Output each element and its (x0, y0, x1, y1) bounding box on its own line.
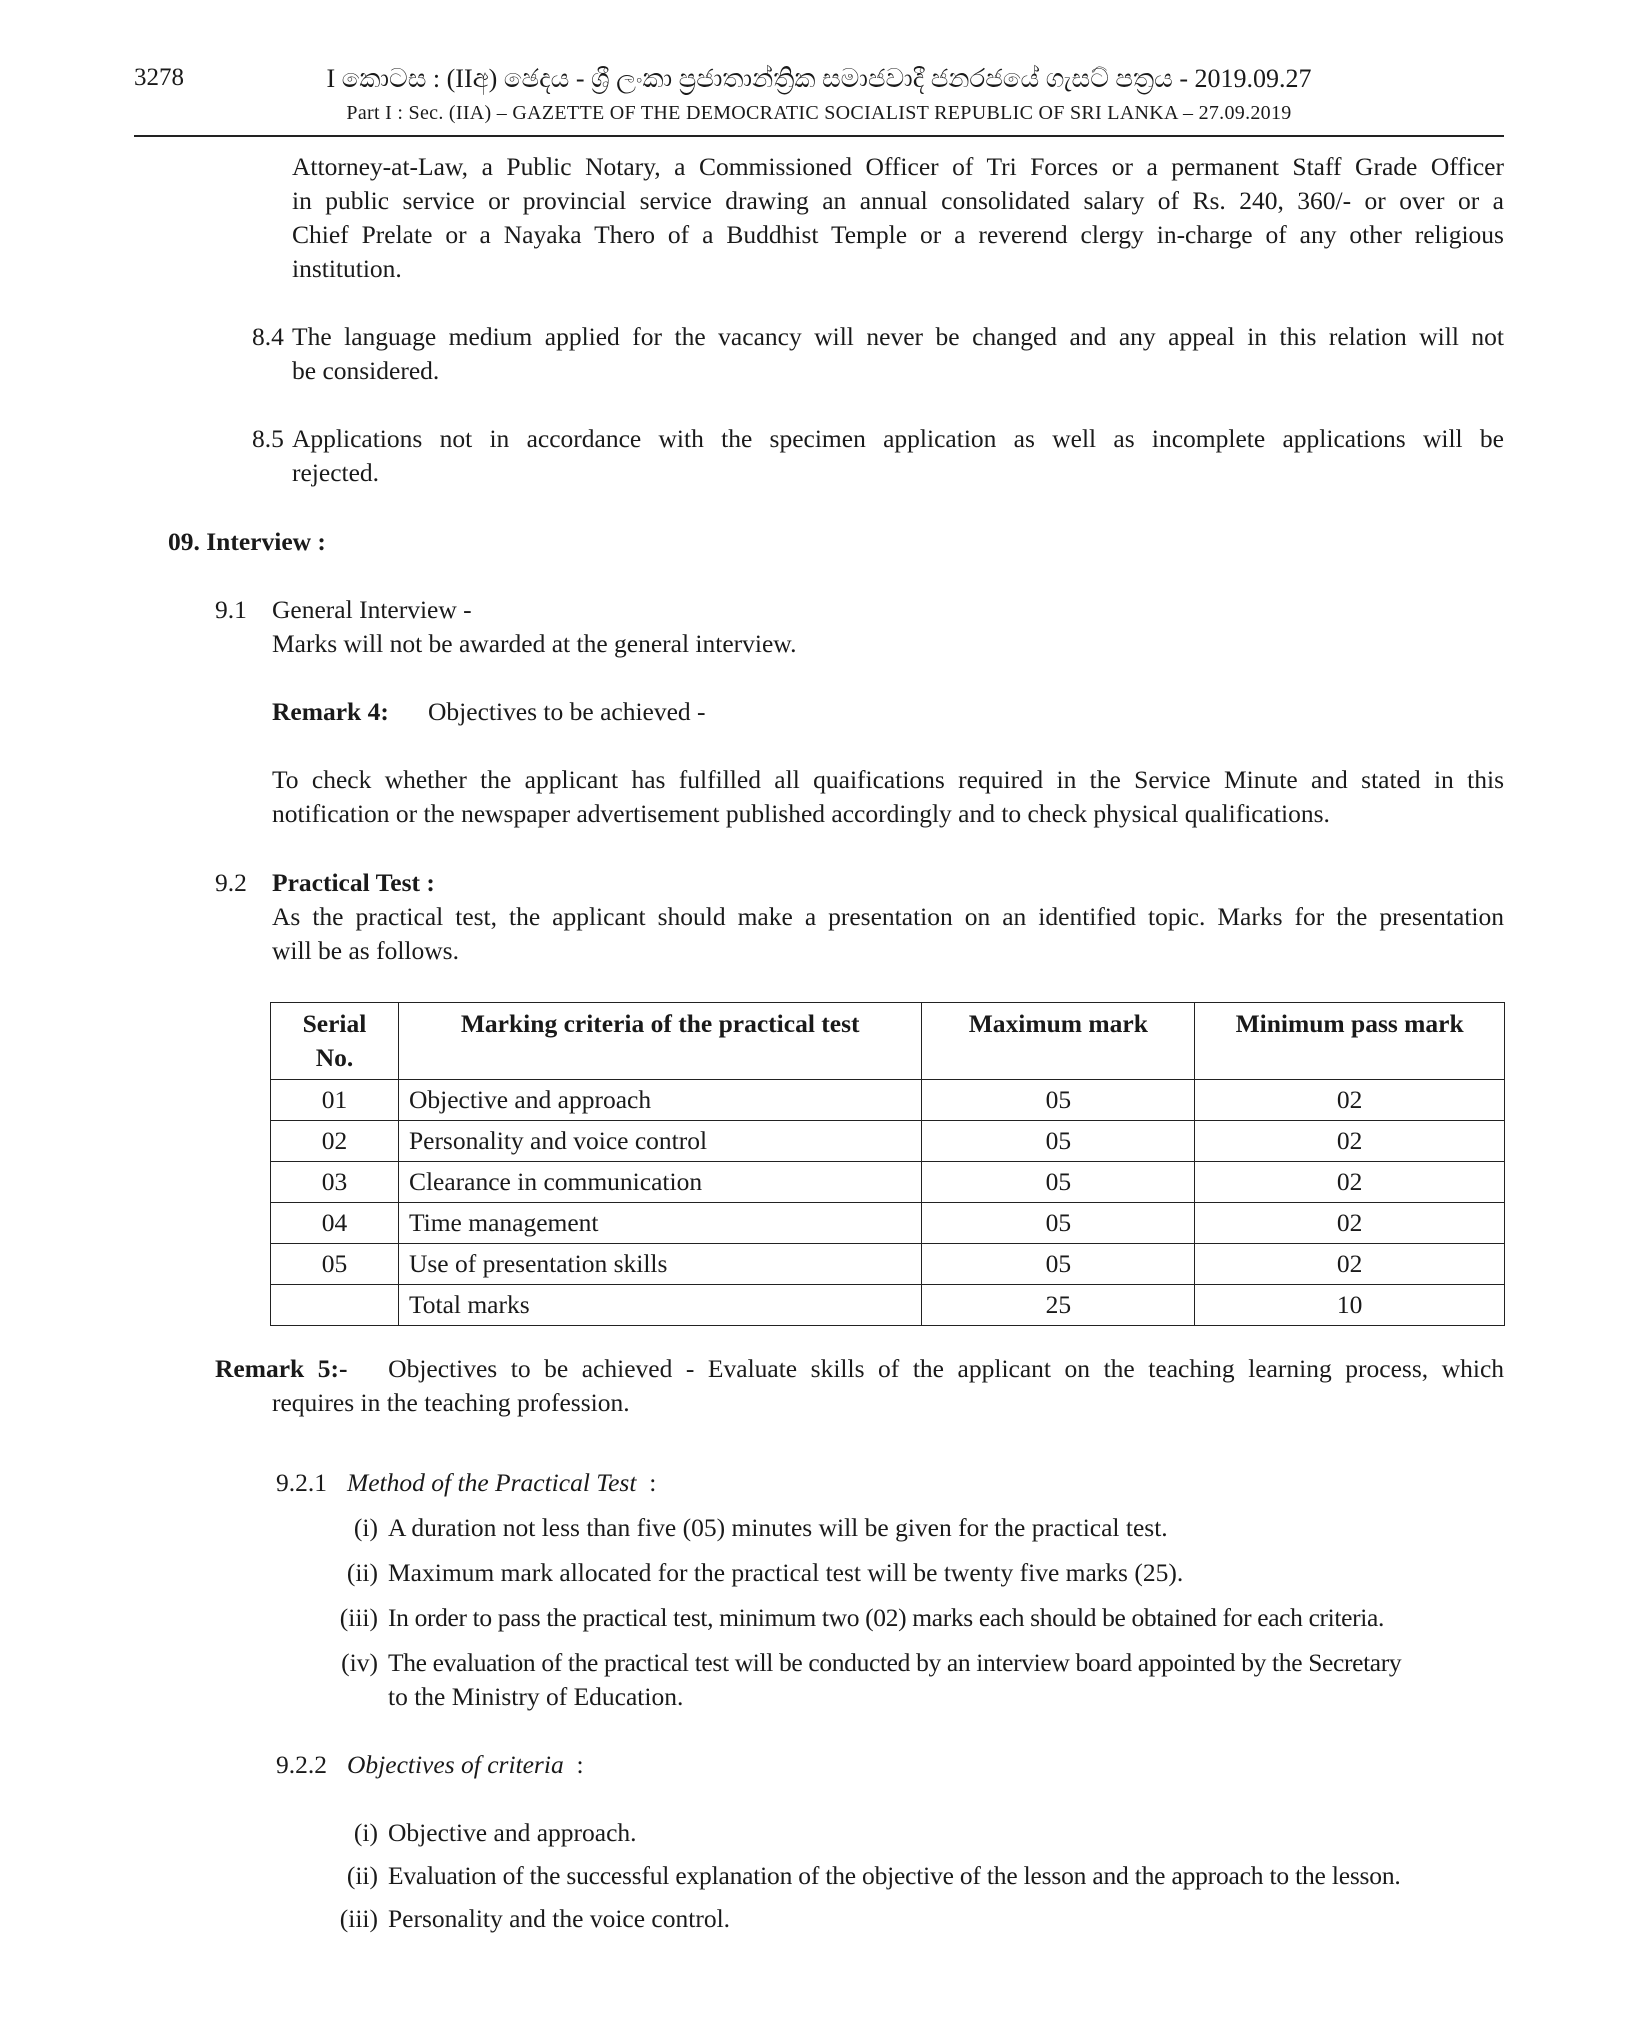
section-8-5-text (292, 422, 1504, 490)
list-item (330, 1816, 1504, 1850)
list-text: Personality and the voice control. (388, 1904, 731, 1933)
header-criteria: Marking criteria of the practical test (398, 1003, 922, 1080)
list-marker: (ii) (346, 1861, 378, 1890)
section-8-4-text (292, 320, 1504, 388)
cell-criteria: Time management (398, 1203, 922, 1244)
table-header-row (271, 1003, 1505, 1080)
continuation-line: Chief Prelate or a Nayaka Thero of a Buddhist Temple or a reverend clergy in-charge of any other religious (292, 220, 1504, 249)
list-marker: (ii) (346, 1558, 378, 1587)
header-serial-line: No. (315, 1043, 354, 1072)
section-8-5-number: 8.5 (252, 424, 284, 453)
remark-5 (215, 1352, 1504, 1386)
header-max-mark: Maximum mark (922, 1003, 1195, 1080)
section-9-2-2-number: 9.2.2 (276, 1750, 327, 1779)
section-9-1-number: 9.1 (215, 595, 247, 624)
header-sinhala-title: I කොටස : (IIඅ) ඡෙදය - ශ්‍රී ලංකා ප්‍රජාතාන්ත්‍රික සමාජවාදී ජනරජයේ ගැසට් පත්‍රය - 2019.09.27 (326, 64, 1312, 93)
section-9-2-1-colon: : (649, 1468, 657, 1497)
section-8-4-line: be considered. (292, 356, 440, 385)
section-9-2-line: As the practical test, the applicant should make a presentation on an identified topic. Marks for the presentation (272, 902, 1504, 931)
header-divider (134, 135, 1504, 137)
section-9-2-1-heading (347, 1466, 656, 1500)
section-9-2-2-heading (347, 1748, 584, 1782)
list-marker: (i) (353, 1818, 378, 1847)
section-9-2-2-title: Objectives of criteria (347, 1750, 564, 1779)
section-9-1-title: General Interview - (272, 595, 472, 624)
continuation-line: Attorney-at-Law, a Public Notary, a Commissioned Officer of Tri Forces or a permanent Staff Grade Officer (292, 152, 1504, 181)
list-marker: (iv) (341, 1648, 378, 1677)
table-total-row (271, 1285, 1505, 1326)
remark-5-label: Remark 5:- (215, 1354, 348, 1383)
section-9-1-text: Marks will not be awarded at the general interview. (272, 629, 797, 658)
remark-4-text: Objectives to be achieved - (428, 697, 706, 726)
cell-criteria: Personality and voice control (398, 1121, 922, 1162)
cell-criteria: Objective and approach (398, 1080, 922, 1121)
list-text: The evaluation of the practical test will be conducted by an interview board appointed by the Secretary (388, 1648, 1402, 1677)
section-9-heading: 09. Interview : (168, 527, 326, 556)
section-9-2-number: 9.2 (215, 868, 247, 897)
cell-serial: 02 (271, 1121, 399, 1162)
list-text: to the Ministry of Education. (388, 1682, 684, 1711)
cell-total-label: Total marks (398, 1285, 922, 1326)
cell-max: 05 (922, 1203, 1195, 1244)
table-row (271, 1203, 1505, 1244)
cell-serial: 05 (271, 1244, 399, 1285)
cell-serial: 01 (271, 1080, 399, 1121)
table-row (271, 1162, 1505, 1203)
list-item (330, 1646, 1504, 1714)
cell-total-min: 10 (1195, 1285, 1505, 1326)
cell-serial (271, 1285, 399, 1326)
section-8-4-number: 8.4 (252, 322, 284, 351)
list-text: A duration not less than five (05) minutes will be given for the practical test. (388, 1513, 1168, 1542)
cell-total-max: 25 (922, 1285, 1195, 1326)
header-serial-line: Serial (302, 1009, 367, 1038)
cell-min: 02 (1195, 1162, 1505, 1203)
list-marker: (iii) (339, 1603, 378, 1632)
list-marker: (i) (353, 1513, 378, 1542)
list-item (330, 1902, 1504, 1936)
cell-min: 02 (1195, 1121, 1505, 1162)
table-row (271, 1080, 1505, 1121)
marks-table (270, 1002, 1505, 1326)
cell-max: 05 (922, 1121, 1195, 1162)
section-9-2-title: Practical Test : (272, 868, 435, 897)
remark-5-second-line: requires in the teaching profession. (272, 1388, 630, 1417)
list-marker: (iii) (339, 1904, 378, 1933)
page-number: 3278 (134, 64, 184, 91)
section-9-2-line: will be as follows. (272, 936, 459, 965)
cell-criteria: Clearance in communication (398, 1162, 922, 1203)
list-text: Evaluation of the successful explanation of the objective of the lesson and the approach to the lesson. (388, 1861, 1401, 1890)
table-row (271, 1121, 1505, 1162)
cell-min: 02 (1195, 1244, 1505, 1285)
section-9-2-2-colon: : (576, 1750, 584, 1779)
list-text: In order to pass the practical test, minimum two (02) marks each should be obtained for each criteria. (388, 1603, 1384, 1632)
section-9-2-1-title: Method of the Practical Test (347, 1468, 637, 1497)
header-min-mark: Minimum pass mark (1195, 1003, 1505, 1080)
remark-4-line: To check whether the applicant has fulfilled all quaifications required in the Service Minute and stated in this (272, 765, 1504, 794)
list-item (330, 1556, 1504, 1590)
section-9-2-text (272, 900, 1504, 968)
section-8-5-line: rejected. (292, 458, 380, 487)
cell-max: 05 (922, 1162, 1195, 1203)
cell-max: 05 (922, 1244, 1195, 1285)
remark-5-line1: Objectives to be achieved - Evaluate skills of the applicant on the teaching learning process, which (388, 1354, 1505, 1383)
list-item (330, 1511, 1504, 1545)
header-english-title: Part I : Sec. (IIA) – GAZETTE OF THE DEMOCRATIC SOCIALIST REPUBLIC OF SRI LANKA – 27.09.2019 (346, 102, 1292, 124)
header-serial (271, 1003, 399, 1080)
table-row (271, 1244, 1505, 1285)
cell-serial: 04 (271, 1203, 399, 1244)
remark-4-line: notification or the newspaper advertisement published accordingly and to check physical qualifications. (272, 799, 1330, 828)
cell-min: 02 (1195, 1203, 1505, 1244)
section-8-4-line: The language medium applied for the vacancy will never be changed and any appeal in this relation will not (292, 322, 1504, 351)
section-9-2-1-number: 9.2.1 (276, 1468, 327, 1497)
section-8-5-line: Applications not in accordance with the specimen application as well as incomplete applications will be (292, 424, 1504, 453)
continuation-line: institution. (292, 254, 402, 283)
continuation-paragraph (292, 150, 1504, 286)
list-text: Objective and approach. (388, 1818, 637, 1847)
remark-4-body (272, 763, 1504, 831)
remark-4-label: Remark 4: (272, 697, 389, 726)
list-text: Maximum mark allocated for the practical test will be twenty five marks (25). (388, 1558, 1184, 1587)
cell-max: 05 (922, 1080, 1195, 1121)
list-item (330, 1859, 1504, 1893)
cell-serial: 03 (271, 1162, 399, 1203)
cell-min: 02 (1195, 1080, 1505, 1121)
remark-5-first-line (215, 1352, 1504, 1386)
list-item (330, 1601, 1504, 1635)
cell-criteria: Use of presentation skills (398, 1244, 922, 1285)
continuation-line: in public service or provincial service drawing an annual consolidated salary of Rs. 240, 360/- or over or a (292, 186, 1504, 215)
